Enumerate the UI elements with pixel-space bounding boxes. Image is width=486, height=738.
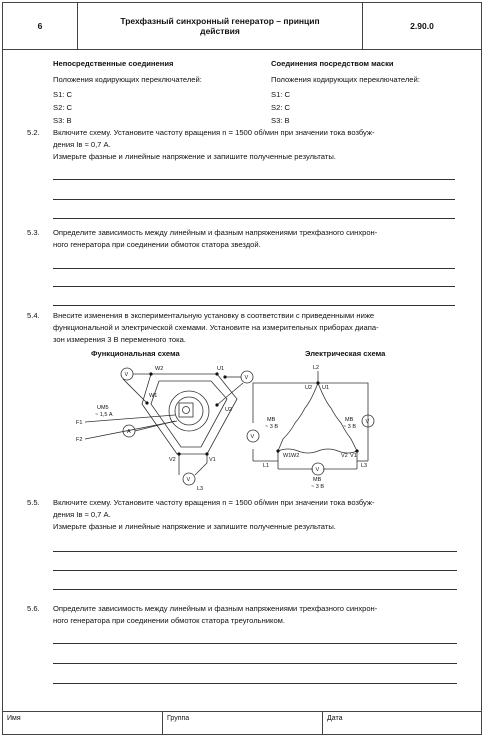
- direct-switch-caption: Положения кодирующих переключателей:: [53, 75, 202, 84]
- diagram-label: ~ 3 В: [265, 424, 278, 430]
- diagram-label: U2: [225, 407, 233, 413]
- answer-line[interactable]: [53, 643, 457, 644]
- direct-switch-s2: S2: C: [53, 103, 72, 112]
- direct-switch-s3: S3: B: [53, 116, 72, 125]
- direct-connections-heading: Непосредственные соединения: [53, 59, 174, 68]
- answer-line[interactable]: [53, 570, 457, 571]
- page-title: Трехфазный синхронный генератор – принцип действия: [78, 3, 363, 49]
- diagram-label: ~ 1,5 А: [95, 412, 113, 418]
- answer-line[interactable]: [53, 551, 457, 552]
- diagram-label: L3: [361, 463, 368, 469]
- task-5-4-line3: зон измерения 3 В переменного тока.: [53, 335, 186, 344]
- worksheet-page: [2, 2, 482, 735]
- task-5-4-number: 5.4.: [27, 311, 40, 320]
- mask-switch-s1: S1: C: [271, 90, 290, 99]
- task-5-3-line1: Определите зависимость между линейным и фазным напряжениями трехфазного синхрон-: [53, 228, 378, 237]
- task-5-2-number: 5.2.: [27, 128, 40, 137]
- functional-diagram-title: Функциональная схема: [91, 349, 180, 358]
- diagram-label: V: [186, 477, 191, 483]
- diagram-label: MB: [267, 417, 276, 423]
- diagram-label: V2: [169, 457, 176, 463]
- group-field[interactable]: Группа: [163, 712, 323, 734]
- answer-line[interactable]: [53, 218, 455, 219]
- section-number: 6: [3, 3, 78, 49]
- direct-switch-s1: S1: C: [53, 90, 72, 99]
- diagram-label: U1: [217, 366, 225, 372]
- diagram-label: MB: [345, 417, 354, 423]
- diagram-label: W1: [283, 453, 292, 459]
- diagram-label: ~ 3 В: [311, 484, 324, 490]
- diagram-label: L1: [263, 463, 270, 469]
- answer-line[interactable]: [53, 179, 455, 180]
- diagram-label: F2: [76, 437, 83, 443]
- answer-line[interactable]: [53, 268, 455, 269]
- diagram-label: ~ 3 В: [343, 424, 356, 430]
- answer-line[interactable]: [53, 305, 455, 306]
- mask-connections-heading: Соединения посредством маски: [271, 59, 394, 68]
- task-5-6-number: 5.6.: [27, 604, 40, 613]
- task-5-2-line1: Включите схему. Установите частоту вращения n = 1500 об/мин при значении тока возбуж-: [53, 128, 375, 137]
- mask-switch-s3: S3: B: [271, 116, 290, 125]
- task-5-3-number: 5.3.: [27, 228, 40, 237]
- diagram-label: L3: [197, 486, 204, 492]
- diagram-label: L2: [313, 365, 320, 371]
- diagram-label: MB: [313, 477, 322, 483]
- diagram-label: A: [127, 429, 131, 435]
- diagram-label: V: [250, 434, 255, 440]
- task-5-2-line2: дения Iв ≈ 0,7 А.: [53, 140, 111, 149]
- diagram-label: UM5: [97, 405, 109, 411]
- task-5-5-line3: Измерьте фазные и линейные напряжение и запишите полученные результаты.: [53, 522, 336, 531]
- diagram-label: F1: [76, 420, 83, 426]
- answer-line[interactable]: [53, 286, 455, 287]
- diagram-label: V: [365, 419, 370, 425]
- diagram-label: V1: [350, 453, 357, 459]
- answer-line[interactable]: [53, 199, 455, 200]
- diagram-label: U1: [322, 385, 330, 391]
- task-5-4-line1: Внесите изменения в экспериментальную установку в соответствии с приведенными ниже: [53, 311, 375, 320]
- diagram-label: V: [124, 372, 129, 378]
- answer-line[interactable]: [53, 589, 457, 590]
- diagram-label: W2: [291, 453, 300, 459]
- diagram-label: V2: [341, 453, 348, 459]
- diagram-label: W2: [155, 366, 164, 372]
- diagram-label: V: [315, 467, 320, 473]
- diagram-label: V: [244, 375, 249, 381]
- task-5-2-line3: Измерьте фазные и линейные напряжение и запишите полученные результаты.: [53, 152, 336, 161]
- task-5-5-line1: Включите схему. Установите частоту вращения n = 1500 об/мин при значении тока возбуж-: [53, 498, 375, 507]
- answer-line[interactable]: [53, 663, 457, 664]
- task-5-5-line2: дения Iв ≈ 0,7 А.: [53, 510, 111, 519]
- functional-diagram: [67, 359, 257, 493]
- task-5-5-number: 5.5.: [27, 498, 40, 507]
- mask-switch-s2: S2: C: [271, 103, 290, 112]
- answer-line[interactable]: [53, 683, 457, 684]
- electrical-diagram-title: Электрическая схема: [305, 349, 386, 358]
- page-header: [3, 3, 481, 50]
- diagram-label: U2: [305, 385, 313, 391]
- date-field[interactable]: Дата: [327, 715, 343, 722]
- task-5-6-line1: Определите зависимость между линейным и фазным напряжениями трехфазного синхрон-: [53, 604, 378, 613]
- name-field[interactable]: Имя: [3, 712, 163, 734]
- task-5-4-line2: функциональной и электрической схемами. Установите на измерительных приборах диапа-: [53, 323, 379, 332]
- document-code: 2.90.0: [410, 21, 434, 31]
- task-5-6-line2: ного генератора при соединении обмоток статора треугольником.: [53, 616, 286, 625]
- signature-footer: [3, 711, 481, 734]
- diagram-label: W1: [149, 393, 158, 399]
- mask-switch-caption: Положения кодирующих переключателей:: [271, 75, 420, 84]
- task-5-3-line2: ного генератора при соединении обмоток статора звездой.: [53, 240, 261, 249]
- electrical-diagram: [233, 361, 383, 493]
- diagram-label: V1: [209, 457, 216, 463]
